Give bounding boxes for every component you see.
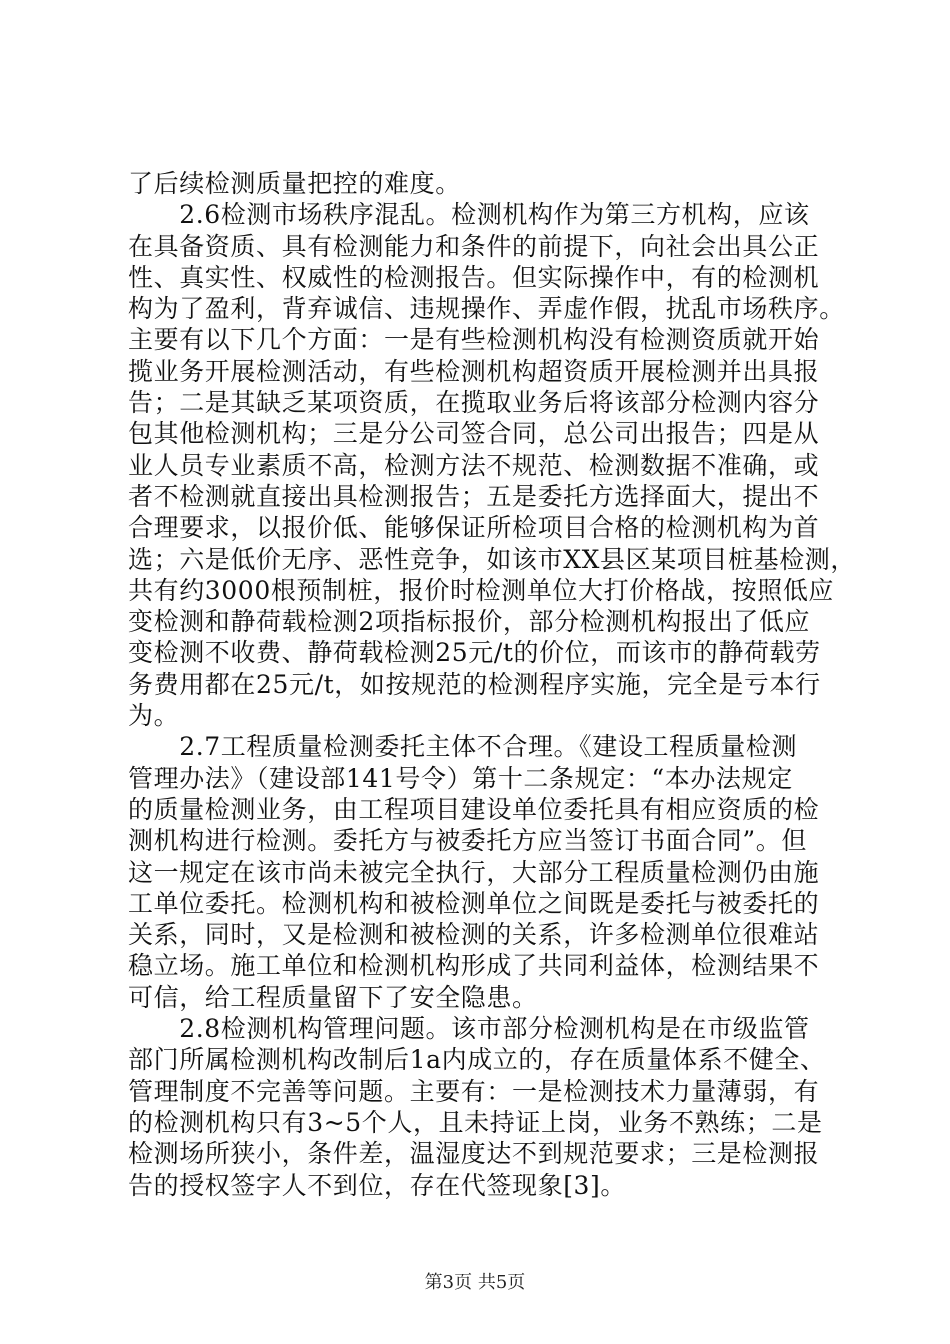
text-line: 构为了盈利，背弃诚信、违规操作、弄虚作假，扰乱市场秩序。: [128, 294, 845, 324]
text-line: 工单位委托。检测机构和被检测单位之间既是委托与被委托的: [128, 888, 820, 918]
document-body: [128, 168, 856, 1201]
text-line: 管理办法》（建设部141号令）第十二条规定：“本办法规定: [128, 763, 793, 793]
text-line: 在具备资质、具有检测能力和条件的前提下，向社会出具公正: [128, 231, 820, 261]
text-line: 2.8检测机构管理问题。该市部分检测机构是在市级监管: [128, 1014, 810, 1044]
text-line: 变检测和静荷载检测2项指标报价，部分检测机构报出了低应: [128, 607, 811, 637]
text-line: 可信，给工程质量留下了安全隐患。: [128, 982, 538, 1012]
text-line: 部门所属检测机构改制后1a内成立的，存在质量体系不健全、: [128, 1045, 826, 1075]
text-line: 包其他检测机构；三是分公司签合同，总公司出报告；四是从: [128, 419, 820, 449]
text-line: 告；二是其缺乏某项资质，在揽取业务后将该部分检测内容分: [128, 388, 820, 418]
text-line: 关系，同时，又是检测和被检测的关系，许多检测单位很难站: [128, 920, 820, 950]
text-line: 业人员专业素质不高，检测方法不规范、检测数据不准确，或: [128, 450, 820, 480]
text-line: 检测场所狭小，条件差，温湿度达不到规范要求；三是检测报: [128, 1139, 820, 1169]
text-line: 2.6检测市场秩序混乱。检测机构作为第三方机构，应该: [128, 200, 810, 230]
text-line: 合理要求，以报价低、能够保证所检项目合格的检测机构为首: [128, 513, 820, 543]
text-line: 共有约3000根预制桩，报价时检测单位大打价格战，按照低应: [128, 575, 835, 605]
text-line: 者不检测就直接出具检测报告；五是委托方选择面大，提出不: [128, 481, 820, 511]
text-line: 揽业务开展检测活动，有些检测机构超资质开展检测并出具报: [128, 356, 820, 386]
text-line: 务费用都在25元/t，如按规范的检测程序实施，完全是亏本行: [128, 669, 821, 699]
text-line: 稳立场。施工单位和检测机构形成了共同利益体，检测结果不: [128, 951, 820, 981]
text-line: 的检测机构只有3~5个人，且未持证上岗，业务不熟练；二是: [128, 1107, 823, 1137]
text-line: 告的授权签字人不到位，存在代签现象[3]。: [128, 1170, 627, 1200]
text-line: 测机构进行检测。委托方与被委托方应当签订书面合同”。但: [128, 826, 807, 856]
page-number-footer: 第3页 共5页: [424, 1272, 526, 1293]
text-line: 2.7工程质量检测委托主体不合理。《建设工程质量检测: [128, 732, 798, 762]
text-line: 的质量检测业务，由工程项目建设单位委托具有相应资质的检: [128, 794, 820, 824]
text-line: 选；六是低价无序、恶性竞争，如该市XX县区某项目桩基检测，: [128, 544, 856, 574]
text-line: 这一规定在该市尚未被完全执行，大部分工程质量检测仍由施: [128, 857, 820, 887]
text-line: 管理制度不完善等问题。主要有：一是检测技术力量薄弱，有: [128, 1076, 820, 1106]
text-line: 主要有以下几个方面：一是有些检测机构没有检测资质就开始: [128, 325, 820, 355]
text-line: 性、真实性、权威性的检测报告。但实际操作中，有的检测机: [128, 262, 820, 292]
text-line: 为。: [128, 701, 180, 731]
text-line: 了后续检测质量把控的难度。: [128, 169, 461, 198]
text-line: 变检测不收费、静荷载检测25元/t的价位，而该市的静荷载劳: [128, 638, 821, 668]
